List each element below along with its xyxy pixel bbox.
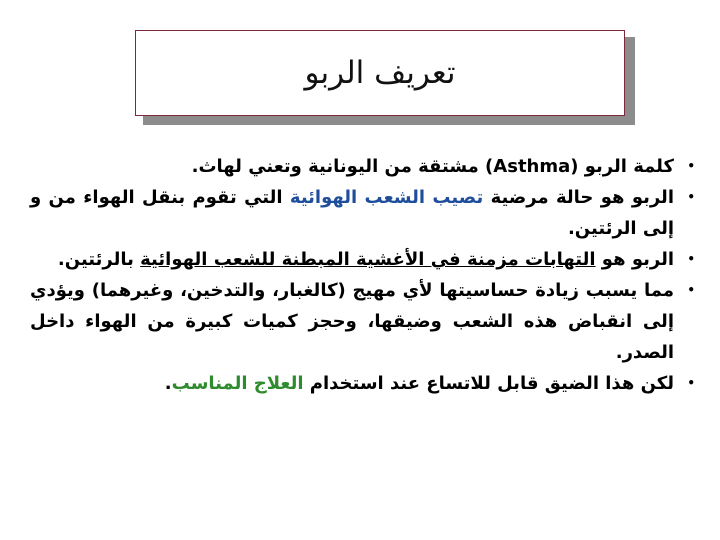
bullet-text: ) مشتقة من اليونانية وتعني لهاث. <box>191 156 494 177</box>
bullet-text: بالرئتين. <box>57 249 141 270</box>
bullet-list <box>30 151 698 399</box>
bullet-item-inflammation <box>30 244 698 275</box>
title-box <box>135 30 625 116</box>
bullet-item-treatment <box>30 368 698 399</box>
bullet-text: الربو هو <box>595 249 674 270</box>
bullet-item-asthma-origin <box>30 151 698 182</box>
highlight-text: العلاج المناسب <box>171 373 304 394</box>
bullet-text: لكن هذا الضيق قابل للاتساع عند استخدام <box>303 373 674 394</box>
underlined-text: التهابات مزمنة في الأغشية المبطنة للشعب الهوائية <box>140 249 596 270</box>
bullet-text: الربو هو حالة مرضية <box>483 187 674 208</box>
bullet-text: مما يسبب زيادة حساسيتها لأي مهيج (كالغبار، والتدخين، وغيرهما) ويؤدي إلى انقباض هذه الشعب وضيقها، وحجز كميات كبيرة من الهواء داخل الصدر. <box>30 280 674 363</box>
bullet-text: كلمة الربو ( <box>570 156 674 177</box>
bullet-item-sensitivity <box>30 275 698 368</box>
bullet-item-definition <box>30 182 698 244</box>
slide-title: تعريف الربو <box>304 55 456 91</box>
bullet-text: . <box>164 373 172 394</box>
bullet-text: التي تقوم بنقل الهواء من و إلى الرئتين. <box>30 187 674 239</box>
highlight-text: تصيب الشعب الهوائية <box>289 187 484 208</box>
latin-term: Asthma <box>493 156 571 177</box>
